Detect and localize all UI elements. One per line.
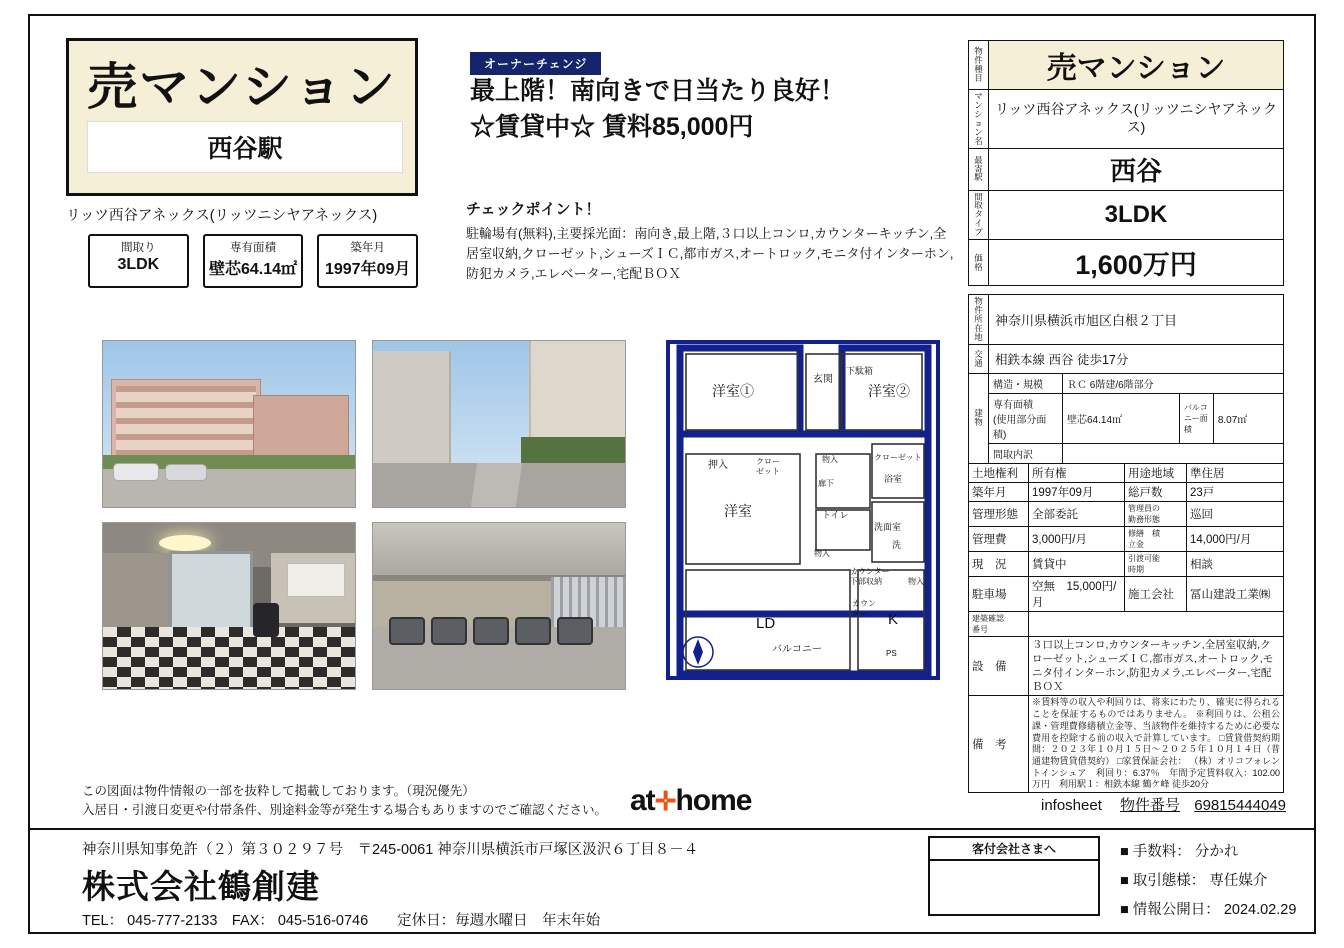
value-traffic: 相鉄本線 西谷 徒歩17分 <box>989 344 1284 373</box>
label-builder: 施工会社 <box>1125 576 1187 611</box>
value-mgmt-fee: 3,000円/月 <box>1029 526 1125 551</box>
spec-area: 専有面積 壁芯64.14㎡ <box>203 234 304 288</box>
value-handover: 相談 <box>1187 551 1284 576</box>
svg-text:玄関: 玄関 <box>813 374 833 385</box>
flyer-sheet <box>28 14 1316 934</box>
spec-built: 築年月 1997年09月 <box>317 234 418 288</box>
disclaimer-line1: この図面は物件情報の一部を抜粋して掲載しております。（現況優先） <box>82 784 475 798</box>
svg-text:洗面室: 洗面室 <box>874 522 902 532</box>
value-mgmt-staff: 巡回 <box>1187 501 1284 526</box>
svg-text:クローゼット: クローゼット <box>874 453 922 462</box>
value-built: 1997年09月 <box>1029 482 1125 501</box>
svg-text:物入: 物入 <box>908 577 924 586</box>
label-status: 現 況 <box>969 551 1029 576</box>
label-repair-fund: 修繕 積 立金 <box>1125 526 1187 551</box>
value-land-right: 所有権 <box>1029 463 1125 482</box>
svg-text:洋室: 洋室 <box>724 503 752 519</box>
building-name: リッツ西谷アネックス(リッツニシヤアネックス) <box>66 208 378 224</box>
svg-text:洋室②: 洋室② <box>868 383 910 399</box>
label-zoning: 用途地域 <box>1125 463 1187 482</box>
svg-text:カウンター: カウンター <box>850 567 890 576</box>
label-mgmt-fee: 管理費 <box>969 526 1029 551</box>
headline <box>470 74 950 145</box>
page-title: 売マンション <box>87 59 397 115</box>
bicycle-parking-photo <box>372 522 626 690</box>
title-box <box>66 38 418 196</box>
svg-text:物入: 物入 <box>822 455 838 464</box>
value-parking: 空無 15,000円/月 <box>1029 576 1125 611</box>
svg-text:廊下: 廊下 <box>818 479 834 488</box>
value-mgmt-form: 全部委託 <box>1029 501 1125 526</box>
agent-box-title: 客付会社さまへ <box>930 838 1098 861</box>
value-area: 壁芯64.14㎡ <box>1063 393 1180 443</box>
value-address: 神奈川県横浜市旭区白根２丁目 <box>989 295 1284 345</box>
value-structure: ＲＣ 6階建/6階部分 <box>1063 373 1284 393</box>
svg-text:洋室①: 洋室① <box>712 383 754 399</box>
value-note: ※賃料等の収入や利回りは、将来にわたり、確実に得られることを保証するものではありません。 ※利回りは、公租公課・管理費修繕積立金等、当該物件を維持するために必要な費用を控除する前の収入で計算しています。 □賃貸借契約期間：２０２３年１０月１５日～２０２５年１０月１４日（普通建物賃貸借契約） □家賃保証会社： （株）オリコフォレントインシュア 利回り：6.37％ 年間予定賃料収入：102.00万円 利用駅１：相鉄本線 鶴ケ峰 徒歩20分 <box>1029 696 1284 793</box>
value-units: 23戸 <box>1187 482 1284 501</box>
svg-text:浴室: 浴室 <box>884 474 903 484</box>
label-price: 価格 <box>969 240 989 286</box>
label-units: 総戸数 <box>1125 482 1187 501</box>
label-structure: 構造・規模 <box>989 373 1063 393</box>
value-equipment: ３口以上コンロ,カウンターキッチン,全居室収納,クローゼット,シューズＩＣ,都市ガス,オートロック,モニタ付インターホン,防犯カメラ,エレベーター,宅配ＢＯＸ <box>1029 636 1284 696</box>
company-name: 株式会社鶴創建 <box>82 868 320 905</box>
svg-text:トイレ: トイレ <box>822 510 849 520</box>
terms-bullets <box>1120 838 1296 925</box>
label-type: 間取タイプ <box>969 190 989 240</box>
svg-text:ゼット: ゼット <box>756 467 780 476</box>
svg-text:押入: 押入 <box>708 460 728 471</box>
value-status: 賃貸中 <box>1029 551 1125 576</box>
svg-text:ター: ター <box>852 609 868 618</box>
value-station: 西谷 <box>989 148 1284 190</box>
checkpoint-body: 駐輪場有(無料),主要採光面：南向き,最上階,３口以上コンロ,カウンターキッチン,全居室収納,クローゼット,シューズＩＣ,都市ガス,オートロック,モニタ付インターホン,防犯カメラ,エレベーター,宅配ＢＯＸ <box>466 226 954 282</box>
label-bukken: 物件種目 <box>969 41 989 90</box>
photo-grid <box>102 340 632 698</box>
value-repair-fund: 14,000円/月 <box>1187 526 1284 551</box>
disclaimer-line2: 入居日・引渡日変更や付帯条件、別途料金等が発生する場合もありますのでご確認ください。 <box>82 802 608 817</box>
label-kenchiku-no: 建築確認 番号 <box>969 611 1029 636</box>
top-section <box>30 16 1314 790</box>
headline-line1: 最上階！南向きで日当たり良好！ <box>470 77 846 105</box>
value-builder: 冨山建設工業㈱ <box>1187 576 1284 611</box>
svg-text:LD: LD <box>756 615 776 632</box>
label-parking: 駐車場 <box>969 576 1029 611</box>
label-mgmt-form: 管理形態 <box>969 501 1029 526</box>
label-equipment: 設 備 <box>969 636 1029 696</box>
label-traffic: 交通 <box>969 344 989 373</box>
exterior-photo <box>102 340 356 508</box>
athome-logo: at✛home <box>630 784 752 817</box>
value-bukken: 売マンション <box>989 41 1284 90</box>
label-balcony: バルコニー面積 <box>1179 393 1213 443</box>
value-price: 1,600万円 <box>989 240 1284 286</box>
value-mansion: リッツ西谷アネックス(リッツニシヤアネックス) <box>989 90 1284 149</box>
label-area: 専有面積 (使用部分面積) <box>989 393 1063 443</box>
label-mansion: マンション名 <box>969 90 989 149</box>
svg-text:物入: 物入 <box>814 549 830 558</box>
station-name: 西谷駅 <box>87 121 403 173</box>
bukken-no: 69815444049 <box>1194 797 1286 814</box>
svg-text:K: K <box>888 611 899 628</box>
property-info-table <box>968 40 1284 793</box>
spec-layout: 間取り 3LDK <box>88 234 189 288</box>
label-address: 物件所在地 <box>969 295 989 345</box>
label-building: 建物 <box>969 373 989 463</box>
value-zoning: 準住居 <box>1187 463 1284 482</box>
svg-text:下駄箱: 下駄箱 <box>846 366 874 376</box>
svg-text:クロー: クロー <box>756 457 780 466</box>
label-mgmt-staff: 管理員の 勤務形態 <box>1125 501 1187 526</box>
label-land-right: 土地権利 <box>969 463 1029 482</box>
infosheet-label: infosheet <box>1040 797 1102 814</box>
svg-text:洗: 洗 <box>892 540 902 550</box>
license-text: 神奈川県知事免許（２）第３０２９７号 〒245-0061 神奈川県横浜市戸塚区汲沢６丁目８－４ <box>82 842 699 858</box>
agent-box <box>928 836 1100 916</box>
label-handover: 引渡可能 時期 <box>1125 551 1187 576</box>
label-built: 築年月 <box>969 482 1029 501</box>
spec-row <box>88 234 418 288</box>
label-note: 備 考 <box>969 696 1029 793</box>
infosheet-block <box>1041 794 1286 815</box>
owner-change-badge: オーナーチェンジ <box>470 52 601 75</box>
entrance-photo <box>102 522 356 690</box>
value-layout-detail <box>1063 443 1284 463</box>
value-kenchiku-no <box>1029 611 1284 636</box>
checkpoint-title: チェックポイント！ <box>466 201 601 218</box>
svg-text:カウン: カウン <box>852 599 876 608</box>
compass-icon <box>683 637 713 667</box>
svg-text:PS: PS <box>886 649 897 658</box>
label-layout-detail: 間取内訳 <box>989 443 1063 463</box>
contact-text: TEL： 045-777-2133 FAX： 045-516-0746 定休日：毎週水曜日 年末年始 <box>82 913 601 929</box>
headline-line2: ☆賃貸中☆ 賃料85,000円 <box>470 112 754 141</box>
floor-plan <box>646 334 958 734</box>
label-station: 最寄駅 <box>969 148 989 190</box>
transaction-type-bullet: ■ 取引態様： 専任媒介 <box>1120 867 1296 896</box>
street-photo <box>372 340 626 508</box>
bukken-no-label: 物件番号 <box>1120 797 1181 814</box>
value-type: 3LDK <box>989 190 1284 240</box>
footer-divider <box>30 828 1314 830</box>
value-balcony: 8.07㎡ <box>1213 393 1283 443</box>
fee-bullet: ■ 手数料： 分かれ <box>1120 838 1296 867</box>
disclaimer <box>82 782 607 820</box>
svg-text:バルコニー: バルコニー <box>772 644 822 655</box>
svg-text:下部収納: 下部収納 <box>850 577 882 586</box>
publish-date-bullet: ■ 情報公開日： 2024.02.29 <box>1120 896 1296 925</box>
